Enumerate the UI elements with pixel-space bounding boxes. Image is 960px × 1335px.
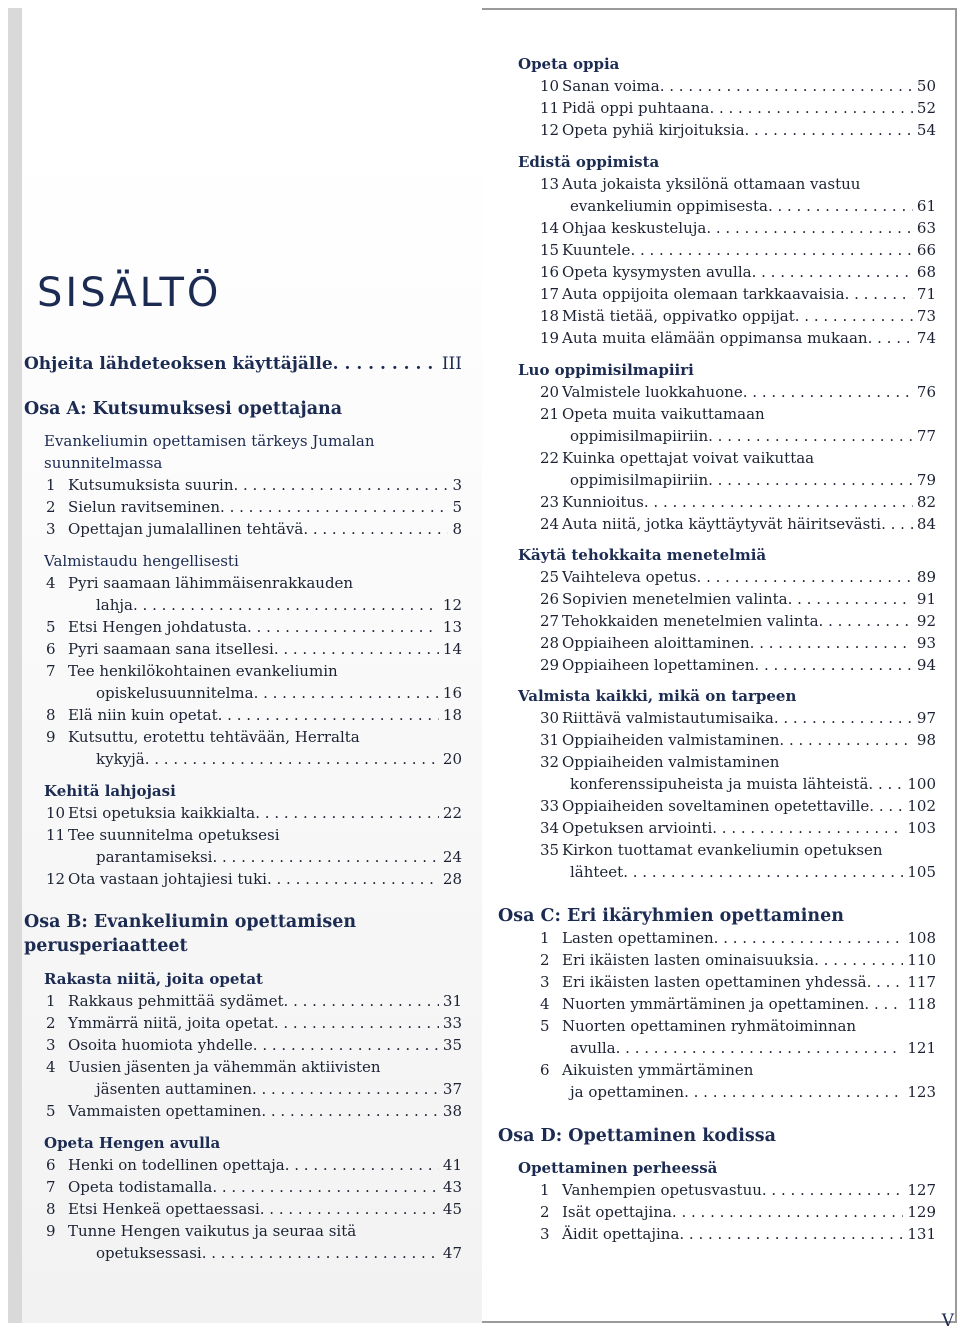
- part-c-title: Osa C: Eri ikäryhmien opettaminen: [498, 906, 844, 926]
- section-heading: Käytä tehokkaita menetelmiä: [518, 546, 767, 564]
- toc-entry: 1 Rakkaus pehmittää sydämet . . . 31: [24, 990, 462, 1012]
- toc-entry-cont: oppimisilmapiiriin . . . 79: [518, 469, 936, 491]
- section-heading: Kehitä lahjojasi: [44, 782, 176, 800]
- toc-entry: 22 Kuinka opettajat voivat vaikuttaa: [540, 449, 815, 467]
- toc-entry: 33 Oppiaiheiden soveltaminen opetettaville . . . 102: [518, 795, 936, 817]
- toc-entry-cont: ja opettaminen . . . 123: [518, 1081, 936, 1103]
- toc-entry: 7 Opeta todistamalla . . . 43: [24, 1176, 462, 1198]
- toc-entry: 6 Aikuisten ymmärtäminen: [540, 1061, 754, 1079]
- section-heading: Edistä oppimista: [518, 153, 660, 171]
- toc-entry: 11 Tee suunnitelma opetuksesi: [46, 826, 280, 844]
- toc-entry: 2 Isät opettajina . . . 129: [518, 1201, 936, 1223]
- toc-entry-cont: kykyjä . . . 20: [24, 748, 462, 770]
- toc-entry: 14 Ohjaa keskusteluja . . . 63: [518, 217, 936, 239]
- toc-entry-cont: evankeliumin oppimisesta . . . 61: [518, 195, 936, 217]
- section-heading: suunnitelmassa: [44, 454, 163, 472]
- toc-entry: 24 Auta niitä, jotka käyttäytyvät häiritsevästi . . . 84: [518, 513, 936, 535]
- toc-entry: 30 Riittävä valmistautumisaika . . . 97: [518, 707, 936, 729]
- page-title: SISÄLTÖ: [37, 270, 222, 316]
- toc-entry: 1 Lasten opettaminen . . . 108: [518, 927, 936, 949]
- toc-entry: 4 Nuorten ymmärtäminen ja opettaminen . . . 118: [518, 993, 936, 1015]
- toc-entry-cont: lähteet . . . 105: [518, 861, 936, 883]
- toc-entry: 34 Opetuksen arviointi . . . 103: [518, 817, 936, 839]
- toc-entry: 2 Eri ikäisten lasten ominaisuuksia . . . 110: [518, 949, 936, 971]
- toc-entry: 11 Pidä oppi puhtaana . . . 52: [518, 97, 936, 119]
- toc-entry: 3 Opettajan jumalallinen tehtävä . . . 8: [24, 518, 462, 540]
- toc-entry: 9 Kutsuttu, erotettu tehtävään, Herralta: [46, 728, 360, 746]
- toc-entry: 17 Auta oppijoita olemaan tarkkaavaisia . . . 71: [518, 283, 936, 305]
- toc-entry: 31 Oppiaiheiden valmistaminen . . . 98: [518, 729, 936, 751]
- toc-entry-cont: lahja . . . 12: [24, 594, 462, 616]
- toc-entry: 1 Kutsumuksista suurin . . . 3: [24, 474, 462, 496]
- toc-entry: 10 Sanan voima . . . 50: [518, 75, 936, 97]
- toc-entry-cont: jäsenten auttaminen . . . 37: [24, 1078, 462, 1100]
- toc-entry: 3 Äidit opettajina . . . 131: [518, 1223, 936, 1245]
- toc-entry: 7 Tee henkilökohtainen evankeliumin: [46, 662, 338, 680]
- toc-entry: 25 Vaihteleva opetus . . . 89: [518, 566, 936, 588]
- section-heading: Opeta oppia: [518, 55, 620, 73]
- section-heading: Rakasta niitä, joita opetat: [44, 970, 263, 988]
- section-heading: Opettaminen perheessä: [518, 1159, 718, 1177]
- toc-entry: 20 Valmistele luokkahuone . . . 76: [518, 381, 936, 403]
- toc-entry: 12 Opeta pyhiä kirjoituksia . . . 54: [518, 119, 936, 141]
- part-b-title: perusperiaatteet: [24, 936, 188, 956]
- toc-entry-cont: parantamiseksi . . . 24: [24, 846, 462, 868]
- section-heading: Evankeliumin opettamisen tärkeys Jumalan: [44, 432, 375, 450]
- decorative-bar: [8, 8, 22, 1323]
- part-b-title: Osa B: Evankeliumin opettamisen: [24, 912, 357, 932]
- toc-entry: 6 Pyri saamaan sana itsellesi . . . 14: [24, 638, 462, 660]
- toc-entry: 4 Uusien jäsenten ja vähemmän aktiivisten: [46, 1058, 381, 1076]
- section-heading: Valmista kaikki, mikä on tarpeen: [518, 687, 797, 705]
- toc-entry-cont: konferenssipuheista ja muista lähteistä . . . 100: [518, 773, 936, 795]
- toc-entry: 6 Henki on todellinen opettaja . . . 41: [24, 1154, 462, 1176]
- toc-entry: 23 Kunnioitus . . . 82: [518, 491, 936, 513]
- page-number: V: [941, 1311, 954, 1331]
- section-heading: Opeta Hengen avulla: [44, 1134, 221, 1152]
- toc-entry: 9 Tunne Hengen vaikutus ja seuraa sitä: [46, 1222, 357, 1240]
- toc-entry-cont: oppimisilmapiiriin . . . 77: [518, 425, 936, 447]
- section-heading: Luo oppimisilmapiiri: [518, 361, 694, 379]
- entry-page: III: [441, 354, 462, 374]
- toc-entry: 29 Oppiaiheen lopettaminen . . . 94: [518, 654, 936, 676]
- toc-entry: 26 Sopivien menetelmien valinta . . . 91: [518, 588, 936, 610]
- part-d-title: Osa D: Opettaminen kodissa: [498, 1126, 776, 1146]
- toc-entry: 16 Opeta kysymysten avulla . . . 68: [518, 261, 936, 283]
- toc-entry: 10 Etsi opetuksia kaikkialta . . . 22: [24, 802, 462, 824]
- toc-entry: 19 Auta muita elämään oppimansa mukaan . . . 74: [518, 327, 936, 349]
- toc-entry: 4 Pyri saamaan lähimmäisenrakkauden: [46, 574, 354, 592]
- toc-entry-cont: avulla . . . 121: [518, 1037, 936, 1059]
- section-heading: Valmistaudu hengellisesti: [44, 552, 239, 570]
- part-a-title: Osa A: Kutsumuksesi opettajana: [24, 399, 343, 419]
- toc-entry: 13 Auta jokaista yksilönä ottamaan vastuu: [540, 175, 861, 193]
- toc-entry-cont: opetuksessasi . . . 47: [24, 1242, 462, 1264]
- toc-entry: 5 Vammaisten opettaminen . . . 38: [24, 1100, 462, 1122]
- toc-entry: 12 Ota vastaan johtajiesi tuki . . . 28: [24, 868, 462, 890]
- toc-entry: 21 Opeta muita vaikuttamaan: [540, 405, 765, 423]
- toc-entry: 1 Vanhempien opetusvastuu . . . 127: [518, 1179, 936, 1201]
- toc-entry: 8 Elä niin kuin opetat . . . 18: [24, 704, 462, 726]
- toc-entry: 3 Eri ikäisten lasten opettaminen yhdessä . . . 117: [518, 971, 936, 993]
- toc-entry: 32 Oppiaiheiden valmistaminen: [540, 753, 780, 771]
- toc-entry: 3 Osoita huomiota yhdelle . . . 35: [24, 1034, 462, 1056]
- toc-entry-cont: opiskelusuunnitelma . . . 16: [24, 682, 462, 704]
- toc-entry: 18 Mistä tietää, oppivatko oppijat . . . 73: [518, 305, 936, 327]
- toc-entry: 28 Oppiaiheen aloittaminen . . . 93: [518, 632, 936, 654]
- toc-entry: 2 Sielun ravitseminen . . . 5: [24, 496, 462, 518]
- toc-entry: 27 Tehokkaiden menetelmien valinta . . . 92: [518, 610, 936, 632]
- entry-label: Ohjeita lähdeteoksen käyttäjälle: [24, 354, 333, 374]
- toc-entry: 5 Nuorten opettaminen ryhmätoiminnan: [540, 1017, 857, 1035]
- toc-entry: 8 Etsi Henkeä opettaessasi . . . 45: [24, 1198, 462, 1220]
- toc-entry: 15 Kuuntele . . . 66: [518, 239, 936, 261]
- toc-entry: 35 Kirkon tuottamat evankeliumin opetuksen: [540, 841, 883, 859]
- toc-entry: 5 Etsi Hengen johdatusta . . . 13: [24, 616, 462, 638]
- toc-entry-intro: [24, 353, 462, 375]
- toc-entry: 2 Ymmärrä niitä, joita opetat . . . 33: [24, 1012, 462, 1034]
